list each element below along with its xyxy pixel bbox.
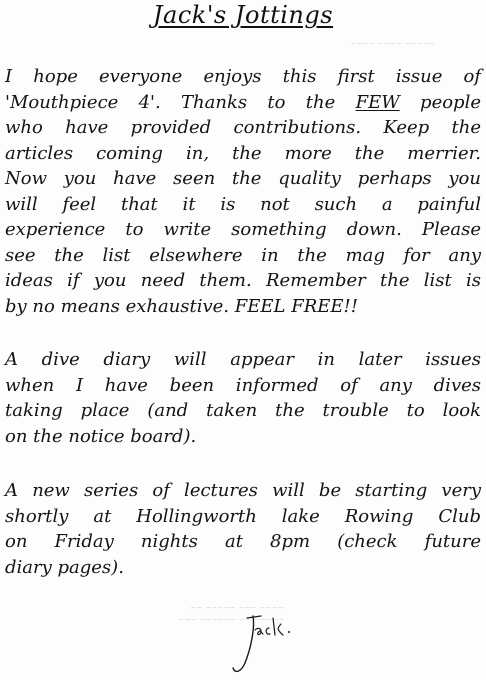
bleed-through-texture: ~~~~~ ~~~~ ~~~~ <box>350 40 436 48</box>
text-line: who have provided contributions. Keep the <box>5 117 481 138</box>
text-line: A new series of lectures will be starting very <box>5 480 481 501</box>
text-fragment: 'Mouthpiece 4'. Thanks to the FEW people <box>5 91 481 113</box>
text-line: A dive diary will appear in later issues <box>5 349 481 370</box>
text-line: I hope everyone enjoys this first issue of <box>5 66 481 87</box>
bleed-through-texture: ~~~~~ ~~ ~~~~~~ ~~~ <box>178 616 285 624</box>
text-line: on the notice board). <box>5 425 197 447</box>
underlined-word: FEW <box>355 91 400 113</box>
text-line: will feel that it is not such a painful <box>5 193 481 215</box>
text-line: taking place (and taken the trouble to look <box>5 400 481 421</box>
text-line: by no means exhaustive. FEEL FREE!! <box>5 295 359 317</box>
text-line: articles coming in, the more the merrier. <box>5 142 481 164</box>
paragraph-lectures <box>5 478 481 580</box>
bleed-through-texture: ~~~~ ~~~ ~~~~~ ~~ <box>190 604 284 612</box>
text-line: diary pages). <box>5 556 124 578</box>
text-line <box>5 90 481 116</box>
text-line: ideas if you need them. Remember the list is <box>5 270 481 291</box>
paragraph-intro <box>5 64 481 319</box>
page-title: Jack's Jottings <box>152 1 334 29</box>
text-line: Now you have seen the quality perhaps you <box>5 168 481 189</box>
text-line: when I have been informed of any dives <box>5 374 481 396</box>
paragraph-dive-diary <box>5 347 481 449</box>
signature-image <box>225 608 305 678</box>
text-line: shortly at Hollingworth lake Rowing Club <box>5 505 481 527</box>
text-line: on Friday nights at 8pm (check future <box>5 531 481 552</box>
text-line: experience to write something down. Please <box>5 219 481 240</box>
text-line: see the list elsewhere in the mag for any <box>5 244 481 266</box>
